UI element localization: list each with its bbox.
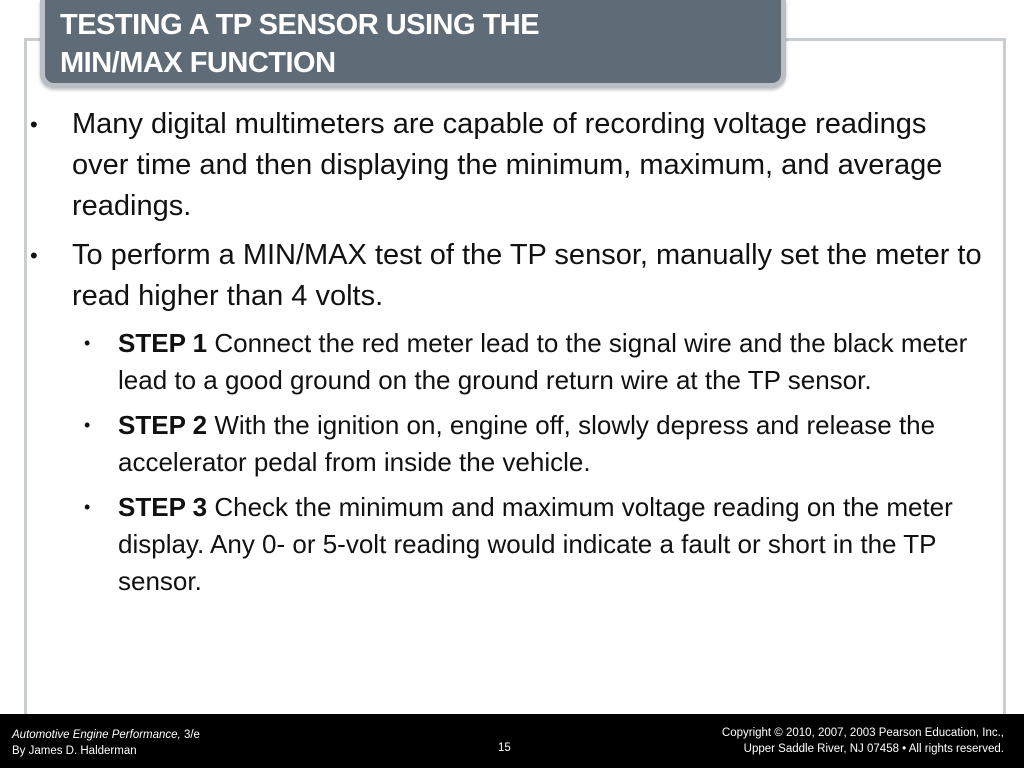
step-text: Check the minimum and maximum voltage reading on the meter display. Any 0- or 5-volt reading would indicate a fault or short in the TP sensor. [118,492,953,596]
book-edition: 3/e [180,729,200,741]
bullet-icon: • [30,112,38,137]
bullet-text: Many digital multimeters are capable of recording voltage readings over time and then displaying the minimum, maximum, and average readings. [72,108,943,222]
bullet-text: To perform a MIN/MAX test of the TP sensor, manually set the meter to read higher than 4 volts. [72,239,982,312]
step-text: With the ignition on, engine off, slowly depress and release the accelerator pedal from inside the vehicle. [118,410,936,477]
bullet-item [30,104,990,227]
step-label: STEP 3 [118,492,208,522]
book-title: Automotive Engine Performance, [12,729,181,741]
step-text: Connect the red meter lead to the signal wire and the black meter lead to a good ground on the ground return wire at the TP sensor. [118,328,968,395]
author: By James D. Halderman [12,745,137,757]
bullet-icon: • [30,243,38,268]
bullet-item [30,235,990,317]
copyright [722,725,1004,757]
slide-title [60,6,760,82]
page-number: 15 [498,742,511,754]
sub-bullet-icon: • [84,333,91,353]
slide-title-line-2: MIN/MAX FUNCTION [60,47,336,79]
copyright-line-2: Upper Saddle River, NJ 07458 • All rights reserved. [743,743,1004,755]
footer-bar [0,714,1024,768]
slide-body [30,104,990,608]
slide-title-line-1: TESTING A TP SENSOR USING THE [60,9,540,41]
footer-credits [12,727,200,759]
step-label: STEP 2 [118,410,208,440]
step-item [30,489,990,600]
copyright-line-1: Copyright © 2010, 2007, 2003 Pearson Education, Inc., [721,727,1004,739]
sub-bullet-icon: • [84,415,91,435]
step-item [30,407,990,481]
step-label: STEP 1 [118,328,208,358]
sub-bullet-icon: • [84,497,91,517]
step-item [30,325,990,399]
